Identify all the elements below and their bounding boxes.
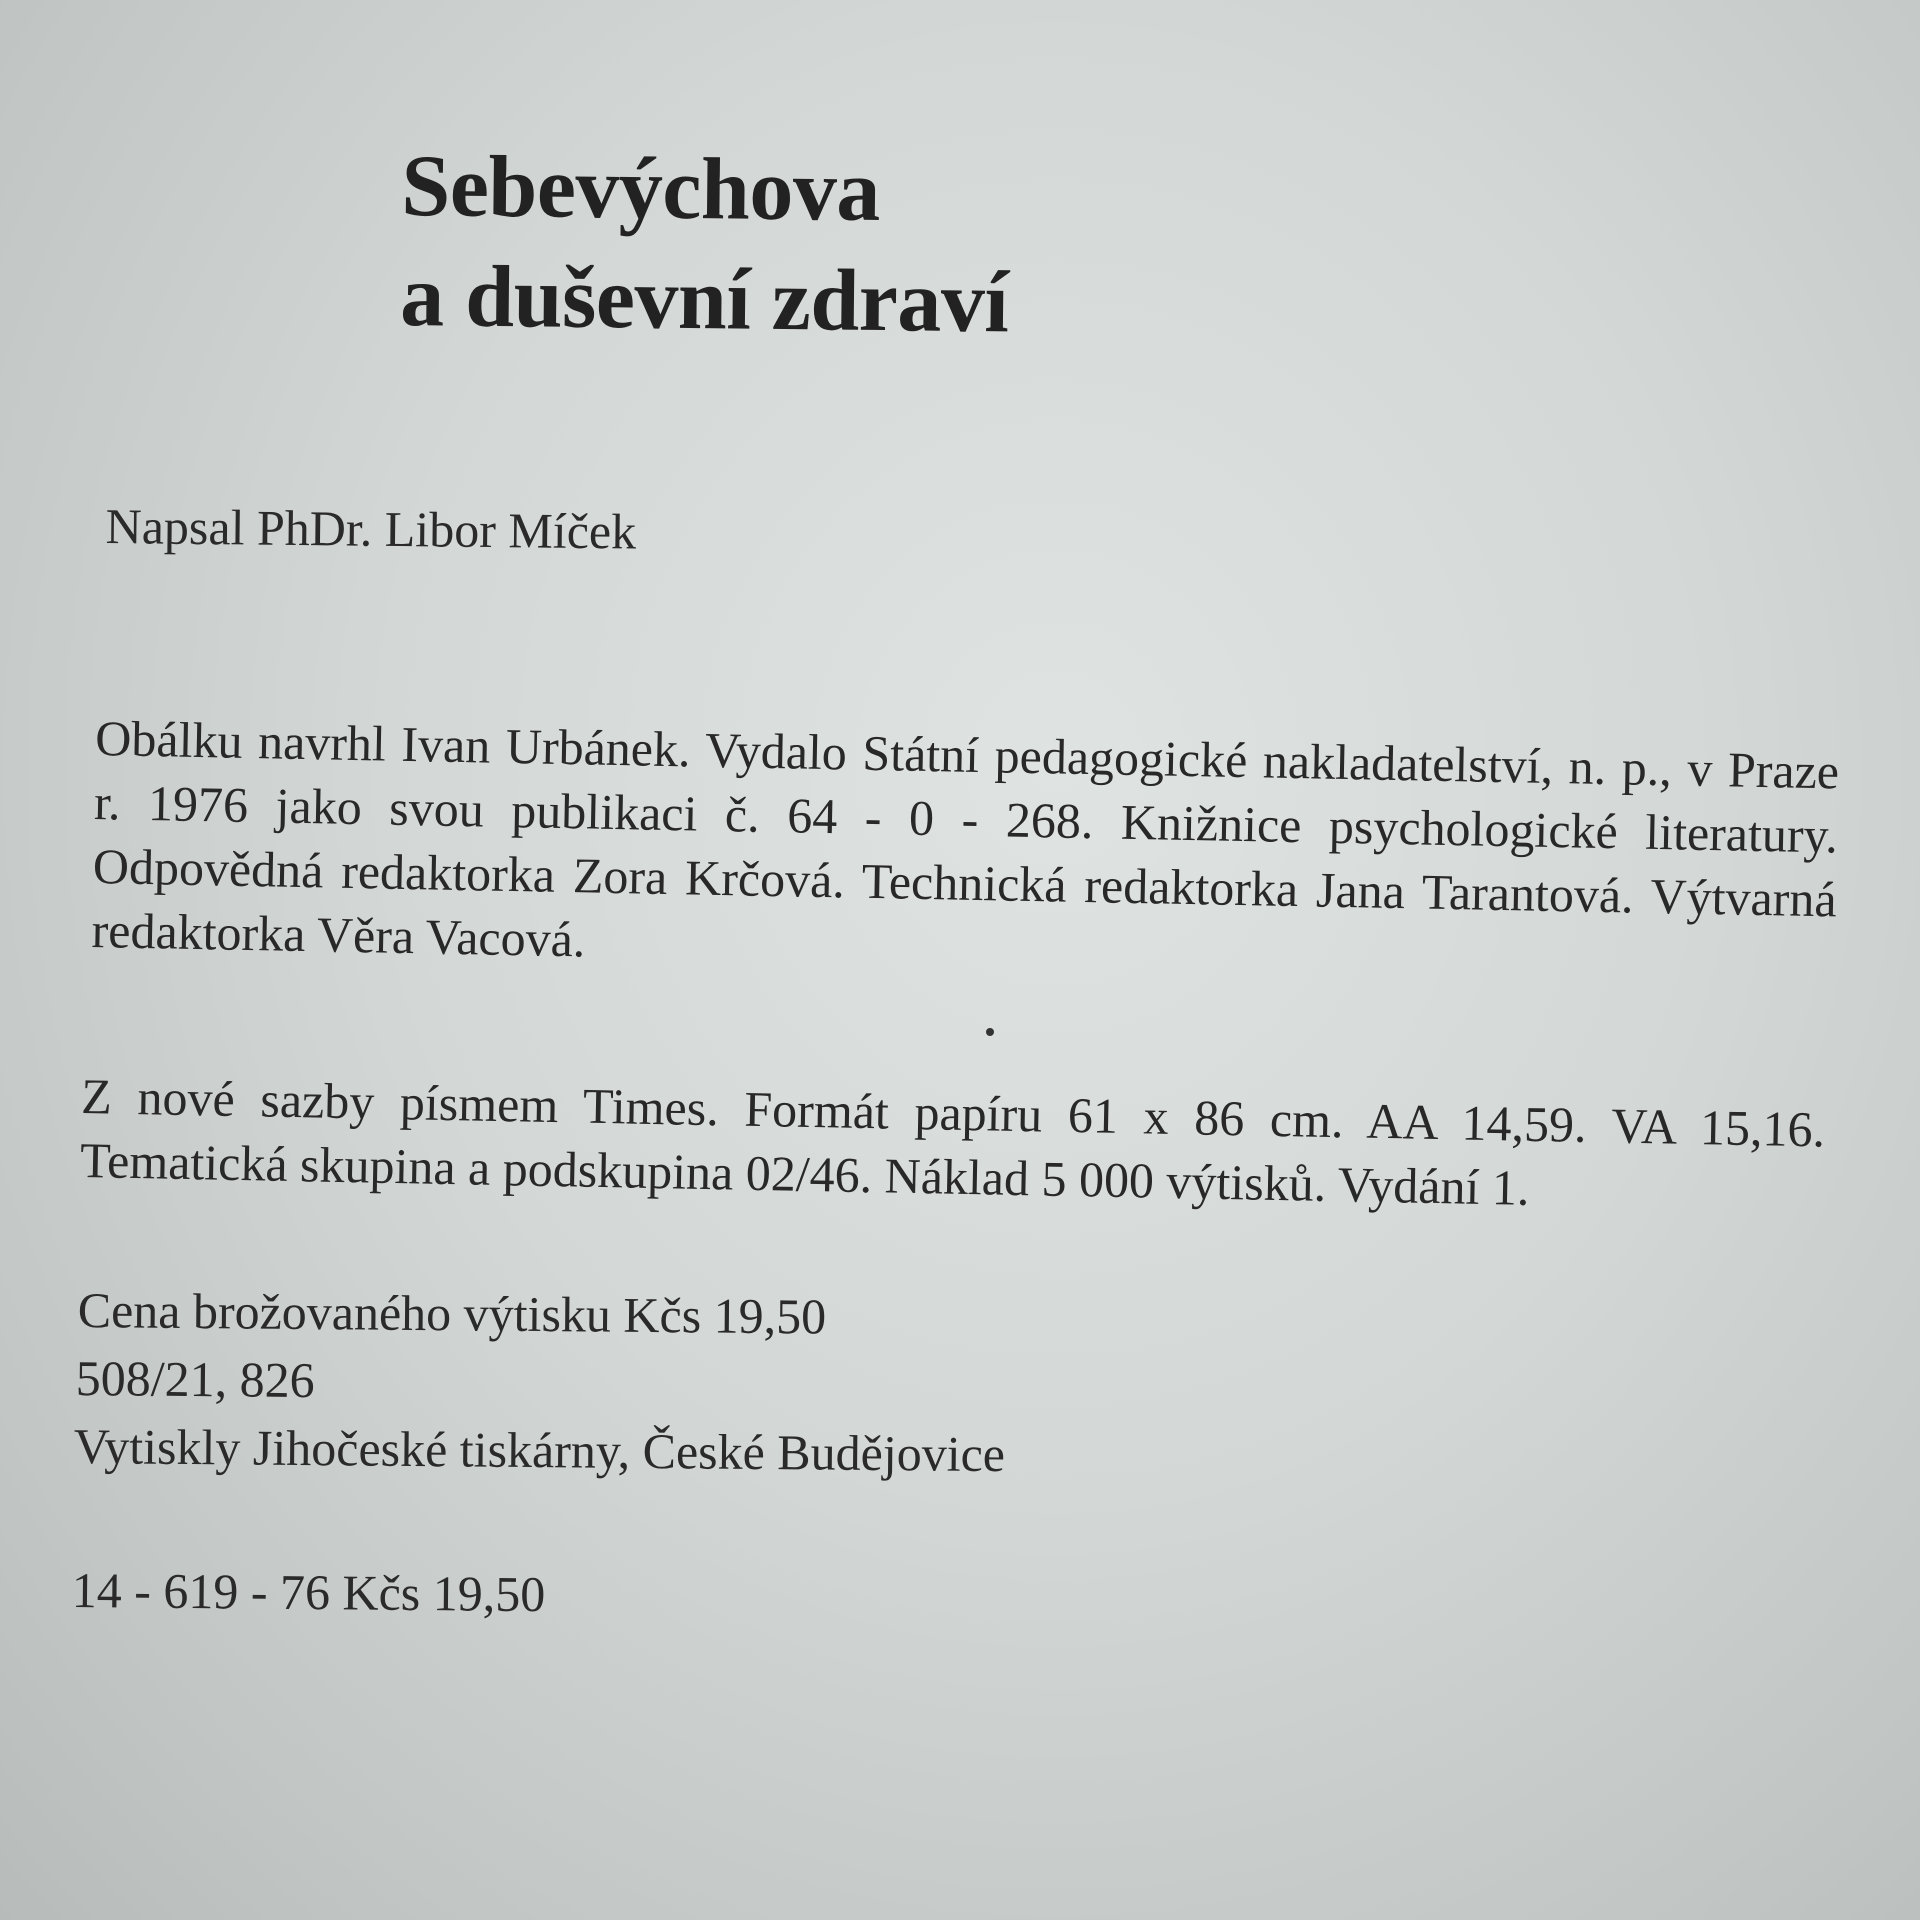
author-line: Napsal PhDr. Libor Míček bbox=[105, 497, 637, 560]
price-line: Cena brožovaného výtisku Kčs 19,50 bbox=[77, 1281, 827, 1345]
book-title-line-1: Sebevýchova bbox=[400, 137, 881, 241]
ink-speck bbox=[986, 1028, 994, 1036]
catalog-code-line: 508/21, 826 bbox=[75, 1349, 315, 1409]
book-title bbox=[400, 132, 1010, 358]
book-title-line-2: a duševní zdraví bbox=[399, 247, 1009, 352]
printer-line: Vytiskly Jihočeské tiskárny, České Budějovice bbox=[73, 1417, 1006, 1483]
footer-price-line: 14 - 619 - 76 Kčs 19,50 bbox=[71, 1561, 546, 1623]
print-info-paragraph: Z nové sazby písmem Times. Formát papíru 61 x 86 cm. AA 14,59. VA 15,16. Tematická skupina a podskupina 02/46. Náklad 5 000 výtisků. Vydání 1. bbox=[79, 1067, 1826, 1216]
credits-paragraph: Obálku navrhl Ivan Urbánek. Vydalo Státní pedagogické nakladatelství, n. p., v Praze r. 1976 jako svou publikaci č. 64 - 0 - 268. Knižnice psychologické literatury. Odpovědná redaktorka Zora Krčová. Technická redaktorka Jana Tarantová. Výtvarná redaktorka Věra Vacová. bbox=[91, 709, 1840, 968]
